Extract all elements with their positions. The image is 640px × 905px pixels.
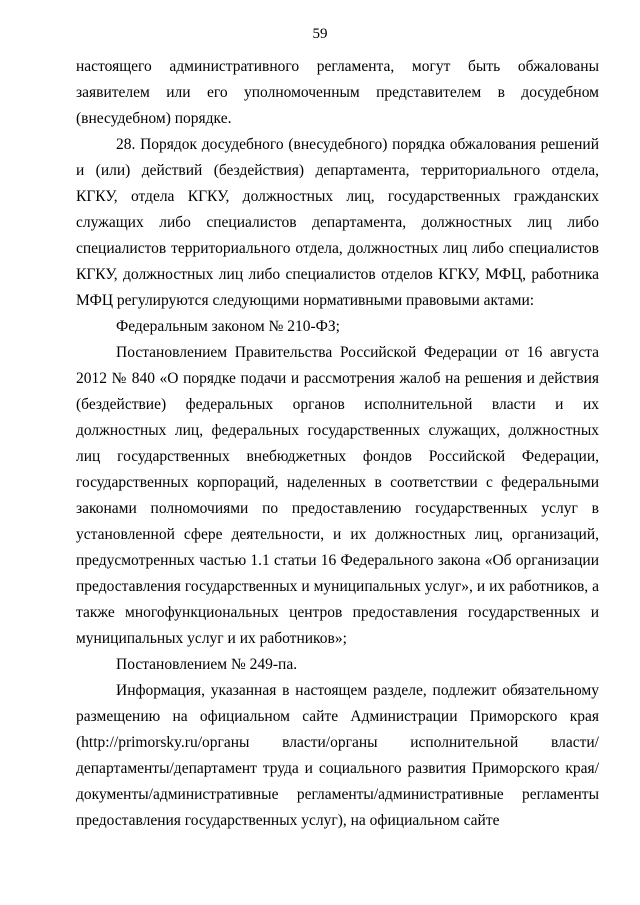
paragraph-government-resolution: Постановлением Правительства Российской Федерации от 16 августа 2012 № 840 «О порядке подачи и рассмотрения жалоб на решения и действия (бездействие) федеральных органов исполнительной власти и их должностных лиц, федеральных государственных служащих, должностных лиц государственных внебюджетных фондов Российской Федерации, государственных корпораций, наделенных в соответствии с федеральными законами полномочиями по предоставлению государственных услуг в установленной сфере деятельности, и их должностных лиц, организаций, предусмотренных частью 1.1 статьи 16 Федерального закона «Об организации предоставления государственных и муниципальных услуг», и их работников, а также многофункциональных центров предоставления государственных и муниципальных услуг и их работников»;	[76, 344, 599, 647]
paragraph-resolution-249: Постановлением № 249-па.	[116, 656, 298, 673]
page-number: 59	[312, 26, 328, 42]
paragraph-information-placement: Информация, указанная в настоящем разделе, подлежит обязательному размещению на официальном сайте Администрации Приморского края (http://primorsky.ru/органы власти/органы исполнительной власти/департаменты/департамент труда и социального развития Приморского края/ документы/административные регламенты/административные регламенты предоставления государственных услуг), на официальном сайте	[76, 682, 599, 829]
paragraph-continuation: настоящего административного регламента, могут быть обжалованы заявителем или его уполномоченным представителем в досудебном (внесудебном) порядке.	[76, 58, 599, 127]
document-body	[76, 54, 599, 834]
paragraph-item-28: 28. Порядок досудебного (внесудебного) порядка обжалования решений и (или) действий (бездействия) департамента, территориального отдела, КГКУ, отдела КГКУ, должностных лиц, государственных гражданских служащих либо специалистов департамента, должностных лиц либо специалистов территориального отдела, должностных лиц либо специалистов КГКУ, должностных лиц либо специалистов отделов КГКУ, МФЦ, работника МФЦ регулируются следующими нормативными правовыми актами:	[76, 136, 599, 309]
paragraph-federal-law: Федеральным законом № 210-ФЗ;	[116, 318, 340, 335]
